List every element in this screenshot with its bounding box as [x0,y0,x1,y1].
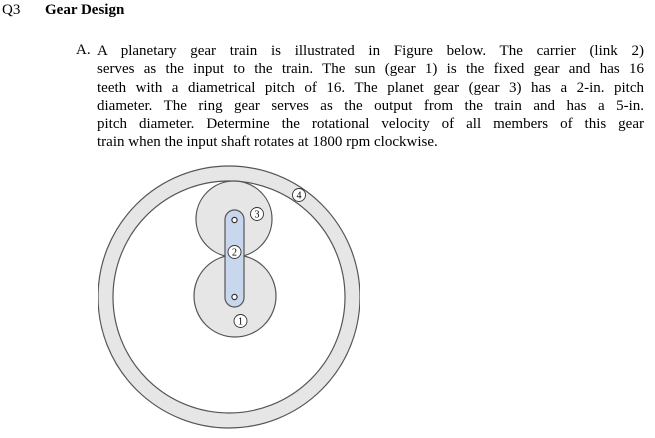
problem-line: serves as the input to the train. The sun (gear 1) is the fixed gear and has 16 [97,61,644,78]
planetary-gear-figure [98,165,360,435]
question-title: Gear Design [45,2,125,18]
problem-line: diameter. The ring gear serves as the output from the train and has a 5-in. [97,97,644,114]
label-ring: 4 [296,190,302,202]
problem-line: pitch diameter. Determine the rotational velocity of all members of this gear [97,116,644,133]
question-number: Q3 [2,2,21,18]
label-carrier: 2 [232,247,237,259]
problem-statement [97,42,644,152]
label-planet: 3 [254,209,260,221]
problem-line: train when the input shaft rotates at 1800 rpm clockwise. [97,134,438,151]
problem-line: teeth with a diametrical pitch of 16. The planet gear (gear 3) has a 2-in. pitch [97,79,644,96]
problem-line: A planetary gear train is illustrated in Figure below. The carrier (link 2) [97,43,644,59]
label-sun: 1 [238,316,243,328]
sun-pivot [232,294,237,299]
part-label: A. [76,42,91,58]
planet-pivot [232,217,237,222]
